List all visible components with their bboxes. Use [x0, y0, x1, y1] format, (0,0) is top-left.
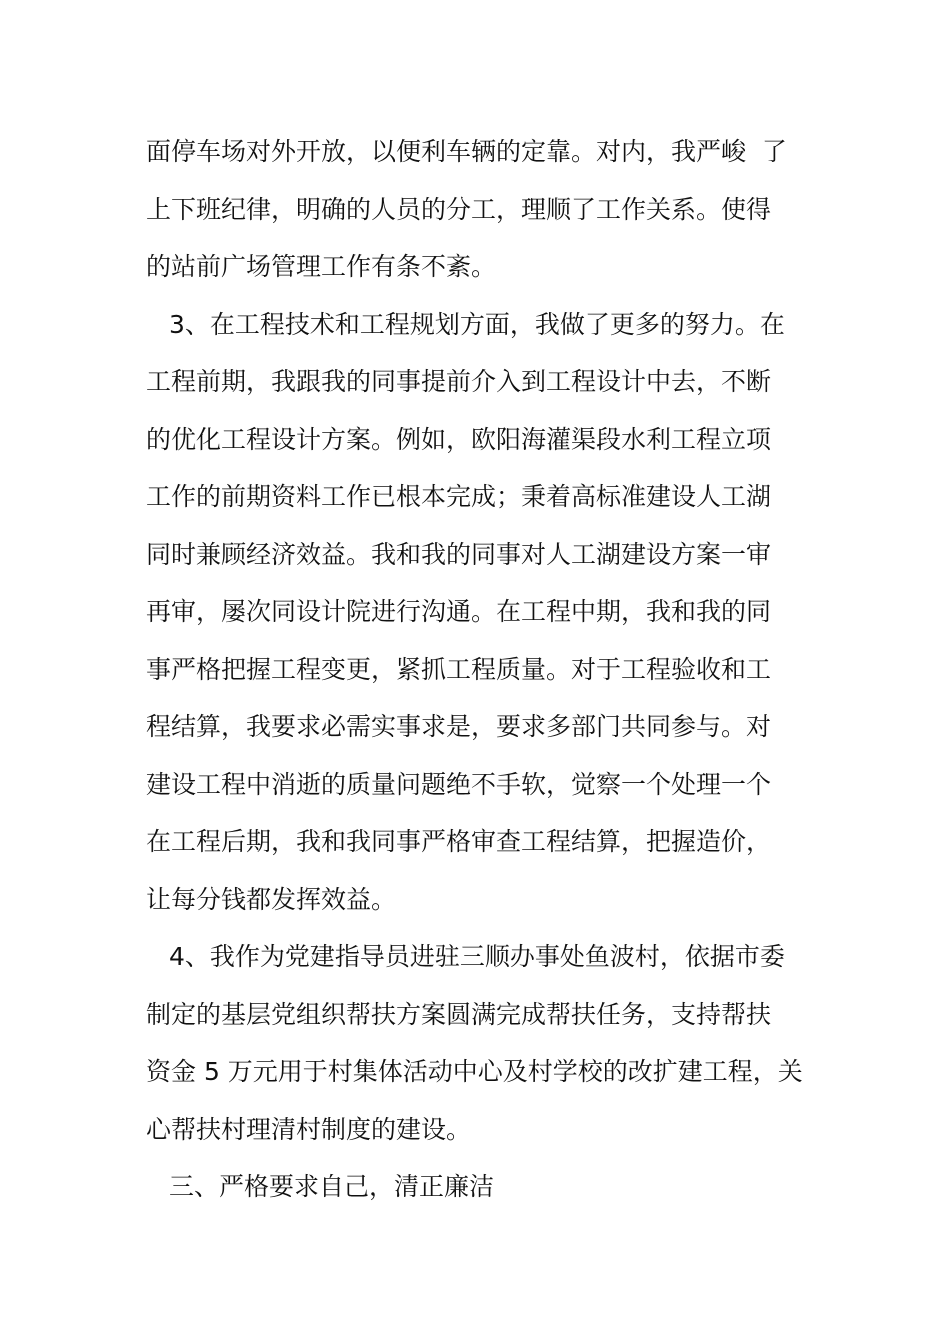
text-line-16: 制定的基层党组织帮扶方案圆满完成帮扶任务，支持帮扶: [146, 999, 772, 1029]
text-line-4: 3、在工程技术和工程规划方面，我做了更多的努力。在: [169, 309, 785, 339]
text-line-18: 心帮扶村理清村制度的建设。: [146, 1114, 472, 1144]
text-line-2: 上下班纪律，明确的人员的分工，理顺了工作关系。使得: [146, 194, 772, 224]
text-line-3: 的站前广场管理工作有条不紊。: [146, 252, 497, 281]
text-line-15: 4、我作为党建指导员进驻三顺办事处鱼波村，依据市委: [169, 942, 785, 971]
text-line-11: 程结算，我要求必需实事求是，要求多部门共同参与。对: [146, 712, 772, 741]
text-line-17: 资金 5 万元用于村集体活动中心及村学校的改扩建工程，关: [146, 1057, 803, 1086]
section-heading: 三、严格要求自己，清正廉洁: [169, 1172, 495, 1201]
text-line-5: 工程前期，我跟我的同事提前介入到工程设计中去，不断: [146, 367, 772, 396]
text-line-6: 的优化工程设计方案。例如，欧阳海灌渠段水利工程立项: [146, 424, 772, 454]
text-line-8: 同时兼顾经济效益。我和我的同事对人工湖建设方案一审: [146, 539, 772, 569]
text-line-10: 事严格把握工程变更，紧抓工程质量。对于工程验收和工: [146, 654, 772, 684]
text-line-1: 面停车场对外开放，以便利车辆的定靠。对内，我严峻 了: [146, 137, 787, 166]
text-line-13: 在工程后期，我和我同事严格审查工程结算，把握造价，: [146, 827, 772, 856]
text-line-7: 工作的前期资料工作已根本完成；秉着高标准建设人工湖: [146, 482, 772, 511]
text-line-12: 建设工程中消逝的质量问题绝不手软，觉察一个处理一个: [146, 769, 772, 799]
text-line-14: 让每分钱都发挥效益。: [146, 884, 397, 914]
text-line-9: 再审，屡次同设计院进行沟通。在工程中期，我和我的同: [146, 597, 772, 626]
body-text: [146, 130, 816, 1223]
